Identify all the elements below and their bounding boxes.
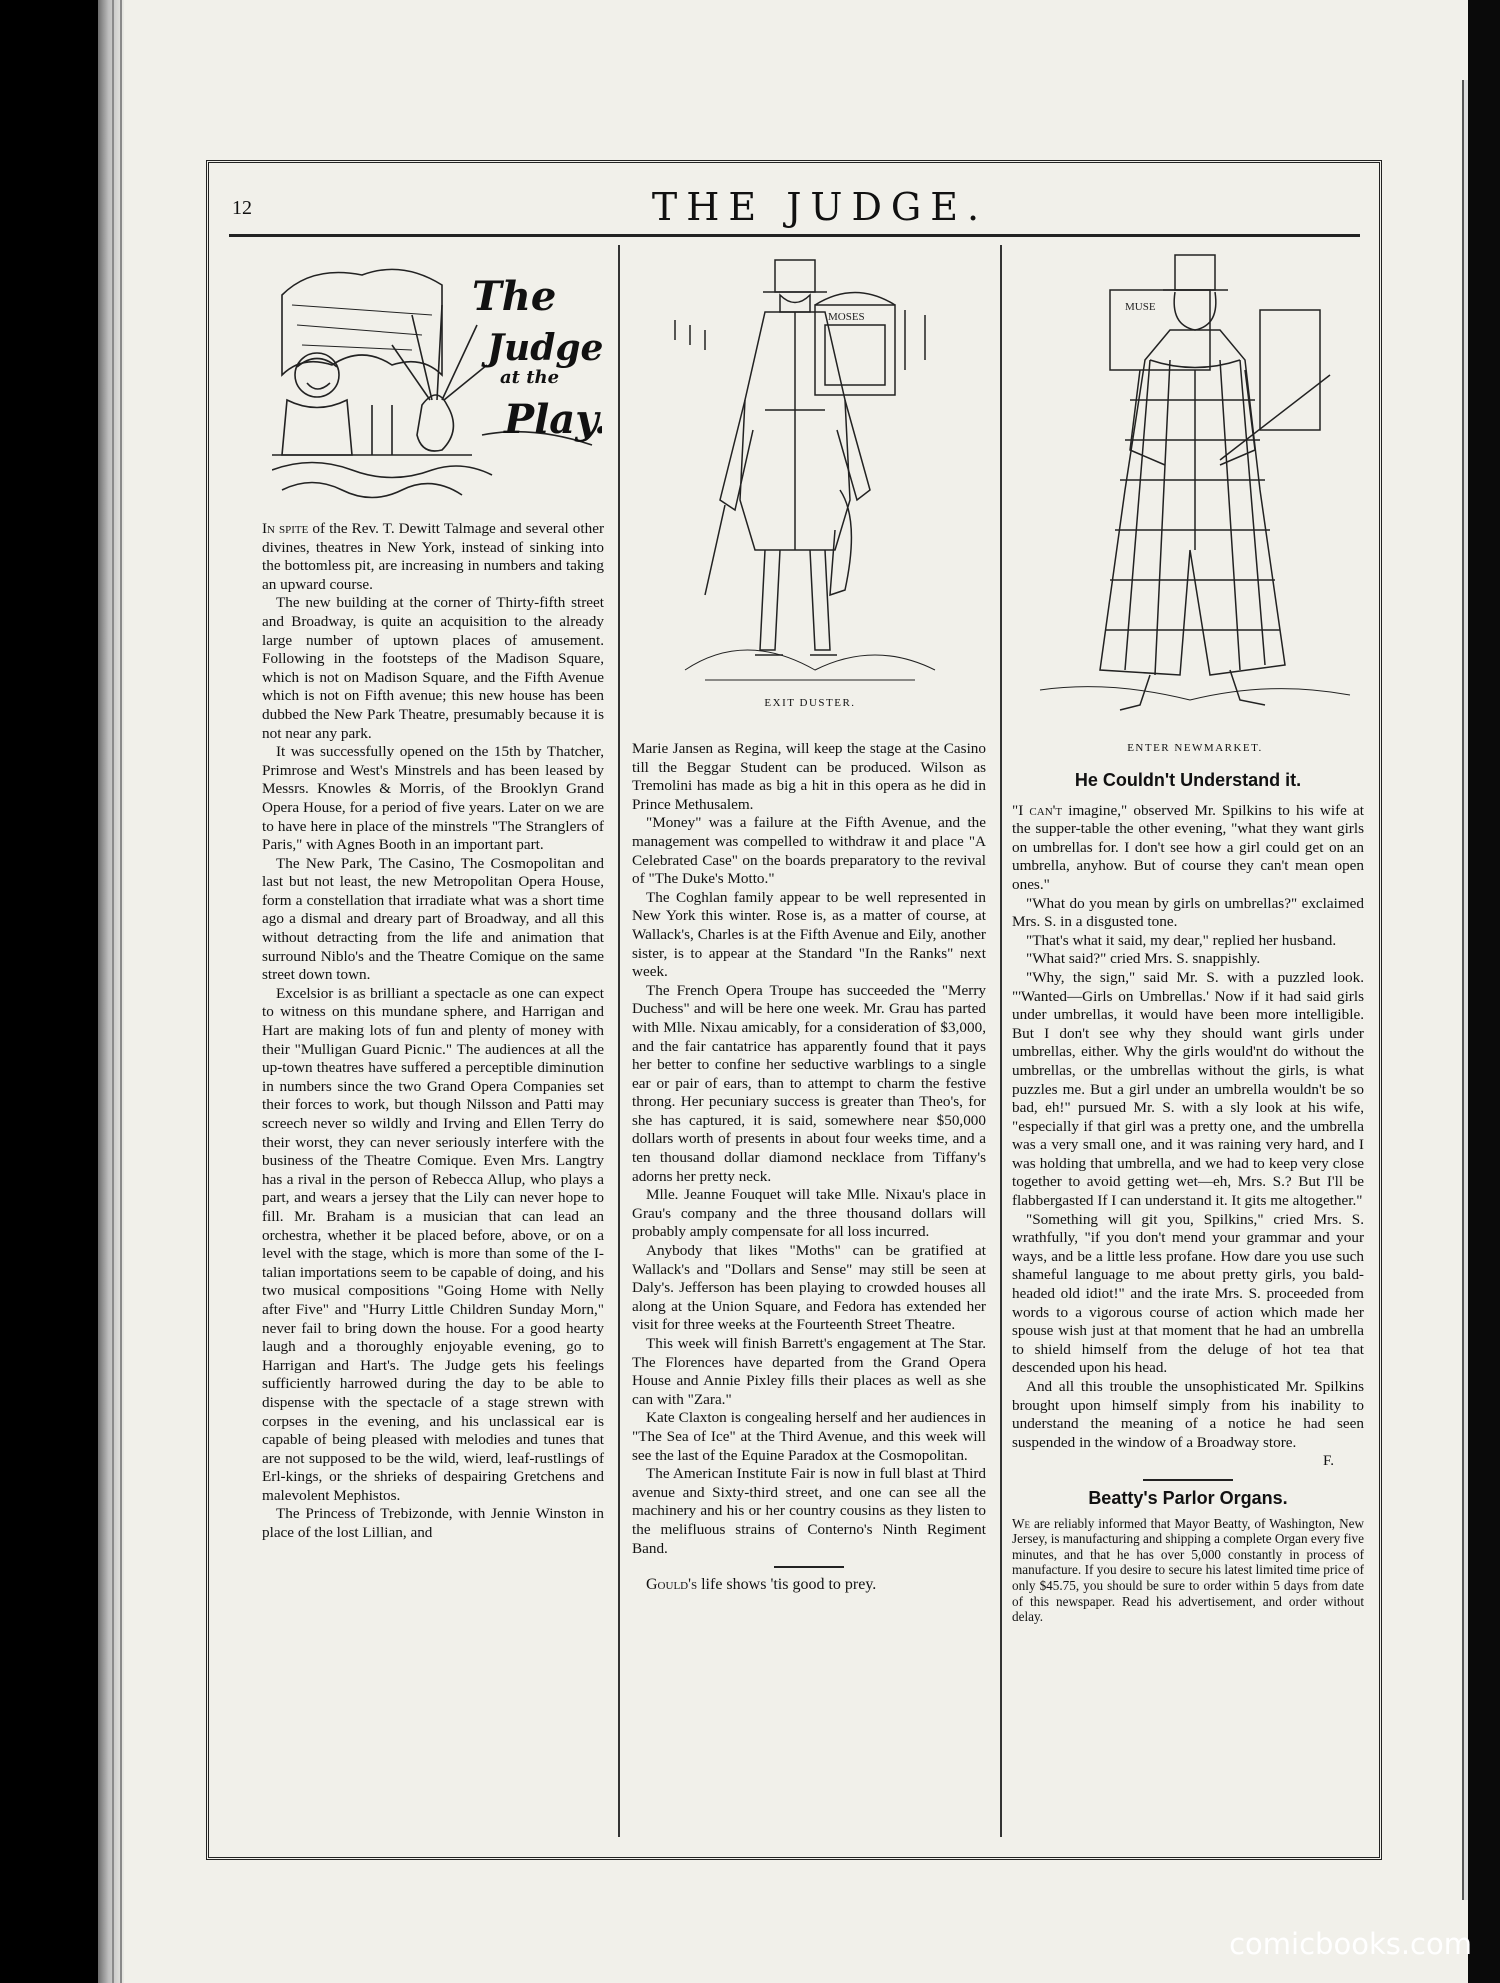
paragraph: "Why, the sign," said Mr. S. with a puzzled look. "'Wanted—Girls on Umbrellas.' Now if it had said girls under umbrellas, it would have been more intelligible. But I don't see why they should want girls under umbrellas, either. Why the girls would'nt do without the umbrellas, or the umbrellas without the girls, is what puzzles me. But a girl under an umbrella wouldn't be so bad, eh!" pursued Mr. S. with a sly look at his wife, "especially if that girl was a pretty one, and the umbrella was a very small one, and it was raining very hard, and I was holding that umbrella, and we had to keep very close together to avoid getting wet—eh, Mrs. S.? But I'll be flabbergasted If I can understand it. It gits me altogether." (1012, 968, 1364, 1210)
paragraph: Marie Jansen as Regina, will keep the stage at the Casino till the Beggar Student can be produced. Wilson as Tremolini has made as big a hit in this opera as he did in Prince Methusalem. (632, 740, 986, 813)
svg-text:at the: at the (500, 367, 560, 388)
paragraph: It was successfully opened on the 15th by Thatcher, Primrose and West's Minstrels and has been leased by Messrs. Knowles & Morris, of the Brooklyn Grand Opera House, for a period of five years. Later on we are to have here in place of the minstrels "The Stranglers of Paris," with Agnes Booth in an important part. (262, 743, 604, 854)
paragraph: "Money" was a failure at the Fifth Avenue, and the management was compelled to withdraw it and place "A Celebrated Case" on the boards preparatory to the revival of "The Duke's Motto." (632, 814, 986, 888)
gould-quip: Gould's life shows 'tis good to prey. (646, 1576, 877, 1594)
svg-text:The: The (472, 273, 557, 320)
column-2-article (632, 740, 986, 1595)
ad-text: We are reliably informed that Mayor Beatty, of Washington, New Jersey, is manufacturing and shipping a complete Organ every five minutes, and that he has over 5,000 constantly in process of manufacture. If you desire to secure his latest limited time price of only $45.75, you should be sure to order within 5 days from date of this newspaper. Read his advertisement, and order without delay. (1012, 1515, 1364, 1625)
drop-lead: In spite (262, 520, 309, 537)
column-3-article (1012, 771, 1364, 1625)
enter-newmarket-illustration (1030, 250, 1360, 720)
paragraph: Kate Claxton is congealing herself and her audiences in "The Sea of Ice" at the Third Avenue, and this week will see the last of the Equine Paradox at the Cosmopolitan. (632, 1409, 986, 1464)
paragraph: Mlle. Jeanne Fouquet will take Mlle. Nixau's place in Grau's company and the three thousand dollars will probably amply compensate for all loss incurred. (632, 1186, 986, 1241)
next-page-shadow (1468, 0, 1500, 1983)
shop-sign-text: MUSE (1125, 301, 1156, 313)
paragraph: "That's what it said, my dear," replied her husband. (1026, 931, 1337, 949)
masthead-rule (229, 234, 1360, 237)
paragraph: The New Park, The Casino, The Cosmopolitan and last but not least, the new Metropolitan Opera House, form a constellation that irradiate what was a short time ago a dismal and dreary part of Broadway, and all this without detracting from the life and animation that surround Niblo's and the Theatre Comique on the same street down town. (262, 854, 604, 984)
page-number: 12 (232, 197, 252, 219)
masthead-title: THE JUDGE. (651, 185, 989, 229)
paragraph: "Something will git you, Spilkins," cried Mrs. S. wrathfully, "if you don't mend your grammar and your ways, and be a little less profane. How dare you use such shameful language to me about pretty girls, you bald-headed old idiot!" and the irate Mrs. S. proceeded from words to a vigorous course of action which made her spouse wish just at that moment that he had an umbrella to shield himself from the deluge of hot tea that descended upon his head. (1012, 1210, 1364, 1377)
column-divider (618, 245, 620, 1837)
paragraph: The French Opera Troupe has succeeded the "Merry Duchess" and will be here one week. Mr. Grau has parted with Mlle. Nixau amicably, for a consideration of $3,000, and the fair cantatrice has apparently found that it pays her better to confine her seductive warblings to a single ear or pair of ears, than to attempt to charm the festive throng. Her pecuniary success is greater than Theo's, for she has captured, it is said, somewhere near $50,000 dollars worth of presents in about four weeks time, and a ten thousand dollar diamond necklace from Tiffany's adorns her pretty neck. (632, 981, 986, 1185)
paragraph: "What do you mean by girls on umbrellas?" exclaimed Mrs. S. in a disgusted tone. (1012, 894, 1364, 931)
paragraph: The Coghlan family appear to be well represented in New York this winter. Rose is, as a matter of course, at Wallack's, Charles is at the Fifth Avenue and Eily, another sister, is to appear at the Standard "In the Ranks" next week. (632, 888, 986, 981)
story-heading: He Couldn't Understand it. (1074, 770, 1302, 790)
paragraph: This week will finish Barrett's engagement at The Star. The Florences have departed from the Grand Opera House and Annie Pixley fills their places as well as she can with "Zara." (632, 1335, 986, 1408)
exit-duster-illustration (665, 250, 955, 690)
svg-text:Judge: Judge (487, 327, 602, 369)
paragraph: The Princess of Trebizonde, with Jennie Winston in place of the lost Lillian, and (262, 1505, 604, 1542)
watermark: comicbooks.com (1229, 1927, 1472, 1961)
paragraph: Anybody that likes "Moths" can be gratified at Wallack's and "Dollars and Sense" may still be seen at Daly's. Jefferson has been playing to crowded houses all along at the Union Square, and Fedora has extended her visit for three weeks at the Fourteenth Street Theatre. (632, 1242, 986, 1334)
separator-rule (1143, 1479, 1233, 1481)
paragraph: The American Institute Fair is now in full blast at Third avenue and Sixty-third street, and one can see all the machinery and his or her country cousins as they listen to the melifluous strains of Conterno's Ninth Regiment Band. (632, 1465, 986, 1557)
paragraph: The new building at the corner of Thirty-fifth street and Broadway, is quite an acquisition to the already large number of uptown places of amusement. Following in the footsteps of the Madison Square, which is not on Madison Square, and the Fifth Avenue which is not on Fifth avenue; this new house has been dubbed the New Park Theatre, presumably because it is not near any park. (262, 594, 604, 742)
judge-at-the-play-illustration (272, 255, 602, 510)
paragraph: Excelsior is as brilliant a spectacle as one can expect to witness on this mundane sphere, and Harrigan and Hart are making lots of fun and plenty of money with their "Mulligan Guard Picnic." The audiences at all the up-town theatres have suffered a perceptible diminution in numbers since the two Grand Opera Companies set their forces to work, but though Nilsson and Patti may screech never so wildly and Irving and Ellen Terry do their worst, they can never seriously interfere with the business of the Theatre Comique. Even Mrs. Langtry has a rival in the person of Rebecca Allup, who plays a part, and wears a jersey that the Lily can never hope to fill. Mr. Braham is a musician that can lead an orchestra, whether it be placed before, above, or on a level with the stage, which is more than some of the I-talian importations seem to be capable of doing, and his two musical compositions "Going Home with Nelly after Five" and "Hurry Little Children Sunday Morn," never fail to bring down the house. For a good hearty laugh and a thoroughly enjoyable evening, go to Harrigan and Hart's. The Judge gets his feelings sufficiently harrowed during the day to be able to dispense with the spectacle of a stage strewn with corpses in the evening, and his unclassical ear is capable of being pleased with melodies and tunes that are not supposed to be the wild, wierd, leaf-rustlings of Erl-kings, or the shrieks of despairing Gretchens and malevolent Mephistos. (262, 984, 604, 1504)
svg-text:Play.: Play. (504, 396, 602, 443)
ad-heading: Beatty's Parlor Organs. (1088, 1487, 1288, 1508)
caption-exit-duster: EXIT DUSTER. (764, 697, 856, 709)
story-signature: F. (1322, 1452, 1334, 1470)
column-1-article (262, 520, 604, 1543)
gutter-line (112, 0, 114, 1983)
column-divider (1000, 245, 1002, 1837)
paragraph: In spite of the Rev. T. Dewitt Talmage and several other divines, theatres in New York, instead of sinking into the bottomless pit, are increasing in numbers and taking an upward course. (262, 520, 605, 593)
paragraph: And all this trouble the unsophisticated Mr. Spilkins brought upon himself simply from his inability to understand the meaning of a notice he had seen suspended in the window of a Broadway store. (1012, 1378, 1364, 1451)
paragraph: "What said?" cried Mrs. S. snappishly. (1026, 950, 1261, 968)
paragraph: "I can't imagine," observed Mr. Spilkins to his wife at the supper-table the other evening, "what they want girls on umbrellas for. I don't see how a girl could get on an umbrella, anyhow. But of course they can't mean open ones." (1012, 801, 1364, 893)
caption-enter-newmarket: ENTER NEWMARKET. (1127, 742, 1263, 754)
gutter-line (120, 0, 122, 1983)
shop-sign-text: MOSES (828, 311, 865, 323)
separator-rule (774, 1566, 844, 1568)
